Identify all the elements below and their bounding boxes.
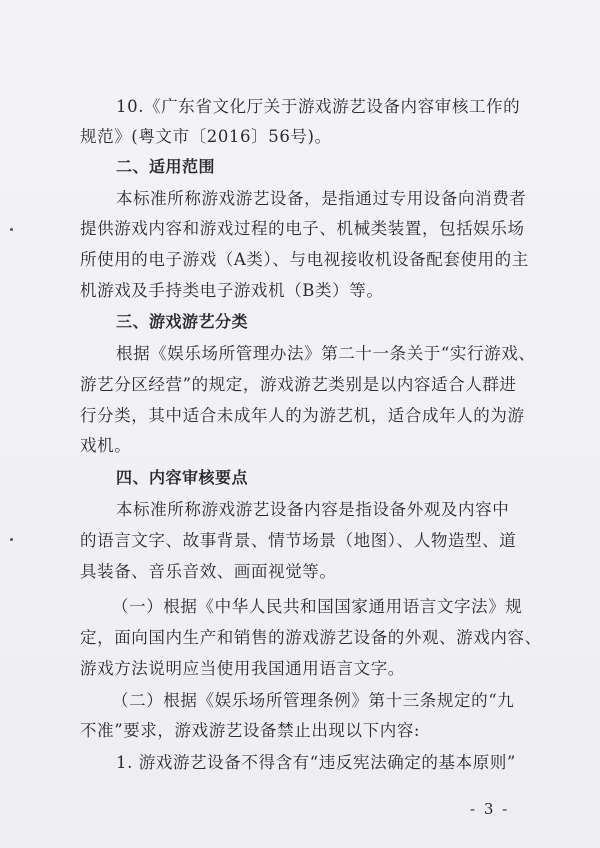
clause-1-line-3: 游戏方法说明应当使用我国通用语言文字。 [80,659,405,678]
review-paragraph-line-1: 本标准所称游戏游艺设备内容是指设备外观及内容中 [116,500,510,519]
section-heading-classification: 三、游戏游艺分类 [116,312,249,331]
clause-1-line-2: 定，面向国内生产和销售的游戏游艺设备的外观、游戏内容、 [80,628,542,647]
review-paragraph-line-2: 的语言文字、故事背景、情节场景（地图）、人物造型、道 [80,531,517,550]
classification-paragraph-line-1: 根据《娱乐场所管理办法》第二十一条关于“实行游戏、 [116,344,536,363]
classification-paragraph-line-2: 游艺分区经营”的规定，游戏游艺类别是以内容适合人群进 [80,375,517,394]
item-1-line-1: 1. 游戏游艺设备不得含有“违反宪法确定的基本原则” [116,753,516,772]
scope-paragraph-line-3: 所使用的电子游戏（A类）、与电视接收机设备配套使用的主 [80,250,529,269]
section-heading-review-points: 四、内容审核要点 [116,468,249,487]
classification-paragraph-line-3: 行分类，其中适合未成年人的为游艺机，适合成年人的为游 [80,406,525,425]
classification-paragraph-line-4: 戏机。 [80,436,132,455]
scope-paragraph-line-2: 提供游戏内容和游戏过程的电子、机械类装置，包括娱乐场 [80,219,525,238]
page-number: - 3 - [470,800,510,818]
clause-2-line-1: （二）根据《娱乐场所管理条例》第十三条规定的“九 [112,691,515,710]
scope-paragraph-line-1: 本标准所称游戏游艺设备，是指通过专用设备向消费者 [116,189,527,208]
clause-1-line-1: （一）根据《中华人民共和国国家通用语言文字法》规 [112,597,523,616]
margin-mark [10,228,13,231]
list-item-10-line-2: 规范》(粤文市〔2016〕56号)。 [80,127,332,146]
clause-2-line-2: 不准”要求，游戏游艺设备禁止出现以下内容: [80,721,421,740]
scope-paragraph-line-4: 机游戏及手持类电子游戏机（B类）等。 [80,281,384,300]
review-paragraph-line-3: 具装备、音乐音效、画面视觉等。 [80,562,337,581]
margin-mark [10,538,13,541]
section-heading-scope: 二、适用范围 [116,157,216,176]
list-item-10-line-1: 10.《广东省文化厅关于游戏游艺设备内容审核工作的 [116,97,521,116]
